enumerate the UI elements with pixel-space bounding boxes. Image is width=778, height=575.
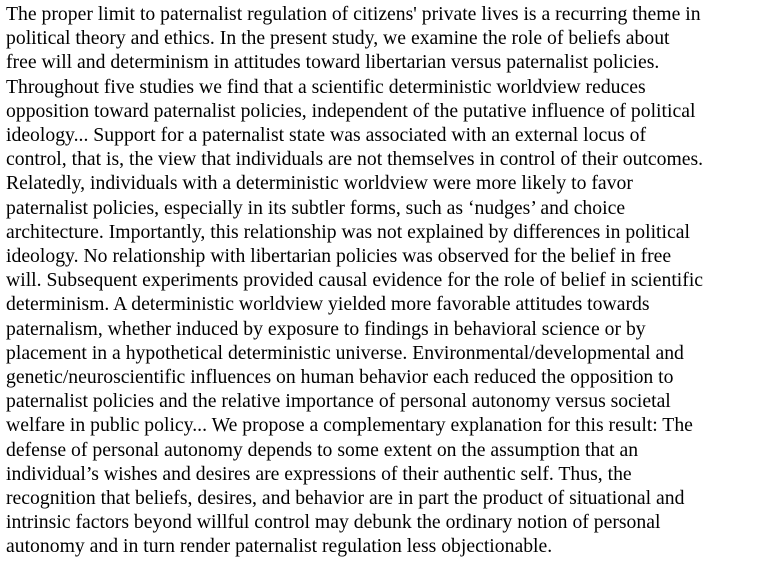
text-line: architecture. Importantly, this relationship was not explained by differences in political	[6, 220, 690, 243]
text-line: paternalism, whether induced by exposure to findings in behavioral science or by	[6, 317, 646, 340]
text-line: will. Subsequent experiments provided causal evidence for the role of belief in scientific	[6, 269, 704, 292]
text-line: genetic/neuroscientific influences on human behavior each reduced the opposition to	[6, 366, 674, 389]
text-line: free will and determinism in attitudes toward libertarian versus paternalist policies.	[6, 51, 660, 74]
text-line: opposition toward paternalist policies, independent of the putative influence of political	[6, 99, 696, 122]
text-line: individual’s wishes and desires are expressions of their authentic self. Thus, the	[6, 462, 632, 485]
text-line: The proper limit to paternalist regulation of citizens' private lives is a recurring theme in	[6, 3, 701, 25]
text-line: paternalist policies and the relative importance of personal autonomy versus societal	[6, 390, 671, 413]
text-line: ideology. No relationship with libertarian policies was observed for the belief in free	[6, 245, 672, 268]
text-line: intrinsic factors beyond willful control may debunk the ordinary notion of personal	[6, 511, 661, 534]
text-line: defense of personal autonomy depends to some extent on the assumption that an	[6, 438, 639, 461]
text-line: determinism. A deterministic worldview yielded more favorable attitudes towards	[6, 293, 650, 316]
text-line: control, that is, the view that individuals are not themselves in control of their outcomes.	[6, 148, 704, 171]
text-line: welfare in public policy... We propose a complementary explanation for this result: The	[6, 414, 693, 437]
text-line: recognition that beliefs, desires, and behavior are in part the product of situational and	[6, 487, 685, 510]
text-line: Throughout five studies we find that a scientific deterministic worldview reduces	[6, 75, 646, 98]
text-line: ideology... Support for a paternalist state was associated with an external locus of	[6, 124, 647, 147]
text-line: placement in a hypothetical deterministic universe. Environmental/developmental and	[6, 341, 684, 364]
text-line: autonomy and in turn render paternalist regulation less objectionable.	[6, 535, 553, 558]
text-line: political theory and ethics. In the present study, we examine the role of beliefs about	[6, 27, 670, 50]
text-line: Relatedly, individuals with a deterministic worldview were more likely to favor	[6, 172, 633, 195]
abstract-paragraph	[6, 2, 772, 559]
text-line: paternalist policies, especially in its subtler forms, such as ‘nudges’ and choice	[6, 196, 626, 219]
